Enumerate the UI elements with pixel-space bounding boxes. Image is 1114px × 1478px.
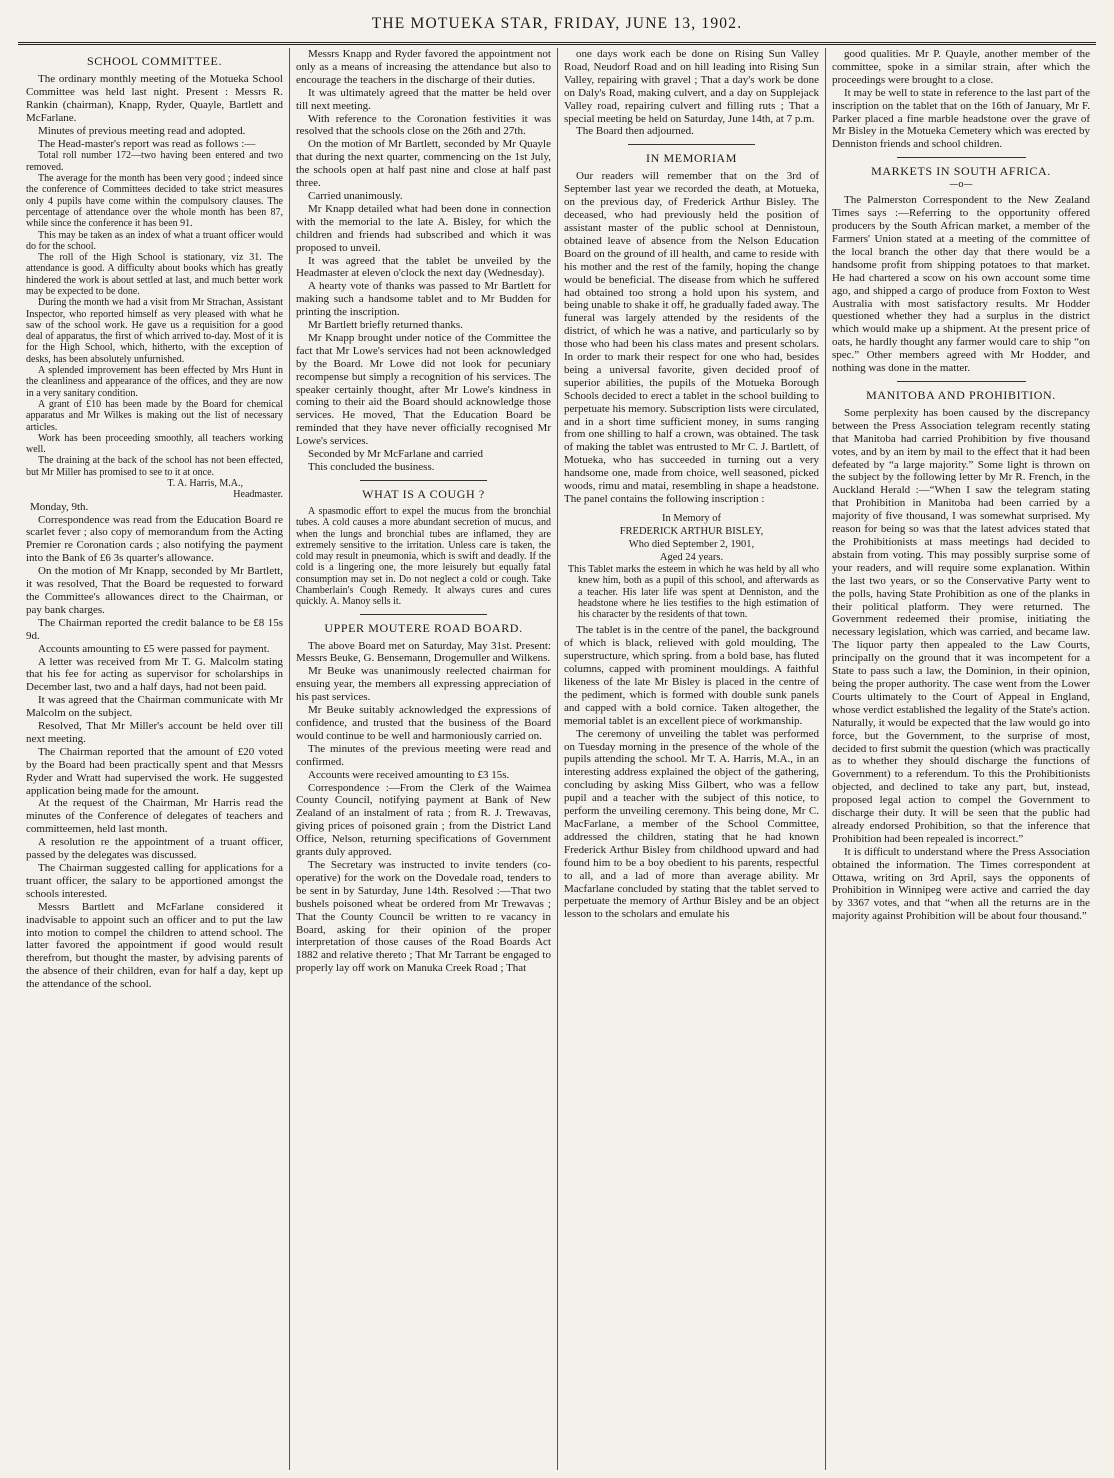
article-paragraph: It was agreed that the tablet be unveiled by the Headmaster at eleven o'clock the next day (Wednesday). (296, 254, 551, 280)
article-paragraph: Some perplexity has boen caused by the discrepancy between the Press Association telegram recently stating that Manitoba had carried Prohibition by five thousand votes, and by an item by mail to the effect that it had been defeated by “a large majority.” Some light is thrown on the subject by the following letter by Mr R. French, in the Auckland Herald :—“When I saw the telegram stating that Prohibition in Manitoba had been carried by a majority of five thousand, I was somewhat surprised. My reason for being so was that the latest advices stated that the Prohibitionists at mass meetings had decided to abstain from voting. This may possibly surprise some of your readers, and will require some explanation. Within the last two years, or so the Conservative Party went to the polls, having State Prohibition as one of the planks in their political platform. They were returned. The Government redeemed their promise, initiating the necessary legislation, which was carried, and became law. The liquor party then appealed to the Law Courts, principally on the ground that it was incompetent for a State to pass such a law, the Dominion, in their opinion, being the proper authority. The case went from the Lower Courts ultimately to the Court of Appeal in England, whose verdict established the legality of the State's action. Naturally, it would be expected that the law would go into force, but the Government, to the surprise of most, decided to first submit the question (which was practically as to whether they should discharge the functions of Government) to a referendum. To this the Prohibitionists objected, and declined to take any part, but, instead, proposed legal action to compel the Government to discharge their duty. It will be seen that the public had already endorsed Prohibition, so that the inference that Prohibition had been repealed is incorrect.” (832, 406, 1090, 845)
article-paragraph: The Chairman reported the credit balance to be £8 15s 9d. (26, 616, 283, 642)
article-paragraph: Mr Beuke suitably acknowledged the expressions of confidence, and trusted that the business of the Board would continue to be well and harmoniously carried on. (296, 704, 551, 742)
article-paragraph: Correspondence was read from the Education Board re scarlet fever ; also copy of memorandum from the Acting Premier re Coronation cards ; also notifying the payment into the Bank of £6 3s quarter's allowance. (26, 513, 283, 565)
cough-advertisement: A spasmodic effort to expel the mucus from the bronchial tubes. A cold causes a more abundant secretion of mucus, and when the lungs and bronchial tubes are inflamed, they are extremely sensitive to the irritation. Unless care is taken, the cold may result in pneumonia, which is swift and deadly. If the cold is a lingering one, the more leisurely but equally fatal consumption may set in. Do not neglect a cold or cough. Take Chamberlain's Cough Remedy. It always cures and cures quickly. A. Manoy sells it. (296, 505, 551, 608)
article-paragraph: On the motion of Mr Knapp, seconded by Mr Bartlett, it was resolved, That the Board be requested to forward the Committee's allowances direct to the Chairman, or pay bank charges. (26, 565, 283, 616)
article-paragraph: Accounts amounting to £5 were passed for payment. (38, 642, 270, 655)
article-paragraph: The Head-master's report was read as follows :— (38, 137, 256, 150)
article-paragraph: The Secretary was instructed to invite tenders (co-operative) for the work on the Dovedale road, tenders to be sent in by Saturday, June 14th. Resolved :—That two bushels poisoned wheat be ordered from Mr Trewavas ; That the County Council be written to re vacancy in Board, asking for their opinion of the proper interpretation of those causes of the Road Boards Act 1882 and relative thereto ; That Mr Tarrant be engaged to properly lay off work on Manuka Creek Road ; That (296, 858, 551, 975)
inscription-name: FREDERICK ARTHUR BISLEY, (619, 525, 764, 537)
column-2 (290, 48, 558, 1470)
report-paragraph: The average for the month has been very good ; indeed since the conference of Committees decided to take strict measures only 4 pupils have come within the compulsory clauses. The percentage of attendance over the whole month has been 87, while since the conference it has been 91. (26, 173, 283, 230)
article-paragraph: A letter was received from Mr T. G. Malcolm stating that his fee for acting as supervisor for scholarships in December last, two and a half days, had not been paid. (26, 655, 283, 694)
section-divider (897, 381, 1026, 382)
article-paragraph: Mr Bartlett briefly returned thanks. (308, 319, 463, 332)
road-board-heading: UPPER MOUTERE ROAD BOARD. (324, 620, 523, 635)
report-paragraph: Total roll number 172—two having been entered and two removed. (26, 150, 283, 173)
article-paragraph: This concluded the business. (308, 461, 435, 473)
section-divider (897, 157, 1026, 158)
article-paragraph: one days work each be done on Rising Sun Valley Road, Neudorf Road and on hill leading into Rising Sun Valley, repairing with gravel ; That a day's work be done on Daly's Road, making culvert, and a day on Supplejack Valley road, repairing culvert and filling ruts ; That a special meeting be held on Saturday, June 14th, at 7 p.m. (564, 48, 819, 125)
article-paragraph: At the request of the Chairman, Mr Harris read the minutes of the Conference of delegates of teachers and committeemen, held last month. (26, 797, 283, 836)
markets-heading: MARKETS IN SOUTH AFRICA. (871, 164, 1051, 179)
report-paragraph: The roll of the High School is stationary, viz 31. The attendance is good. A difficulty about books which has greatly hindered the work is about settled at last, and much better work may be expected to be done. (26, 252, 283, 297)
article-paragraph: Mr Beuke was unanimously reelected chairman for ensuing year, the members all expressing appreciation of his past services. (296, 665, 551, 704)
article-paragraph: With reference to the Coronation festivities it was resolved that the schools close on the 26th and 27th. (296, 112, 551, 138)
article-paragraph: The Chairman reported that the amount of £20 voted by the Board had been practically spent and that Messrs Ryder and Wratt had supervised the work. He suggested application being made for the amount. (26, 745, 283, 797)
article-paragraph: A hearty vote of thanks was passed to Mr Bartlett for making such a handsome tablet and to Mr Budden for printing the inscription. (296, 280, 551, 319)
article-paragraph: The Chairman suggested calling for applications for a truant officer, the salary to be apportioned amongst the schools interested. (26, 862, 283, 900)
report-signature: T. A. Harris, M.A., (167, 478, 243, 490)
article-paragraph: The ceremony of unveiling the tablet was performed on Tuesday morning in the presence of the whole of the pupils attending the school. Mr T. A. Harris, M.A., in an interesting address explained the object of the gathering, concluding by asking Miss Gilbert, who was a fellow pupil and a teacher with the subject of this notice, to perform the unveiling ceremony. This being done, Mr C. MacFarlane, a member of the School Committee, addressed the children, stating that he had known Frederick Arthur Bisley from childhood upward and had found him to be a boy obedient to his parents, respectful to all, and a lad of more than average ability. Mr Macfarlane concluded by stating that the tablet served to perpetuate the memory of Arthur Bisley and be an object lesson to the scholars and emulate his (564, 727, 819, 921)
article-paragraph: The tablet is in the centre of the panel, the background of which is black, relieved with gold moulding, The superstructure, which spring. from a bold base, has fluted columns, capped with prominent mouldings. A faithful likeness of the late Mr Bisley is placed in the centre of the pediment, which is formed with double sunk panels and capped with a bold cornice. Taken altogether, the memorial tablet is an excellent piece of workmanship. (564, 624, 819, 727)
report-paragraph: During the month we had a visit from Mr Strachan, Assistant Inspector, who reported himself as very pleased with what he saw of the school work. He gave us a requisition for a good deal of apparatus, the first of which arrived to-day. Most of it is for the High School, which, hitherto, with the exception of desks, has been absolutely unfurnished. (26, 297, 283, 365)
inscription-text: This Tablet marks the esteem in which he was held by all who knew him, both as a pupil of this school, and afterwards as a teacher. His later life was spent at Denniston, and the headstone where he lies testifies to the high estimation of his character by the residents of that town. (568, 563, 819, 621)
cough-heading: WHAT IS A COUGH ? (362, 486, 485, 501)
report-paragraph: This may be taken as an index of what a truant officer would do for the school. (26, 229, 283, 252)
column-4 (826, 48, 1096, 1470)
article-paragraph: The Palmerston Correspondent to the New Zealand Times says :—Referring to the opportunity offered producers by the South African market, a member of the Farmers' Union stated at a meeting of the committee of the local branch the other day that there would be a handsome profit from shipping potatoes to that market. He had chartered a scow on his own account some time ago, and shipped a cargo of produce from Foxton to West Australia with most satisfactory results. Mr Hodder questioned whether they had a surplus in the district which would make up a shipment. At the present price of oats, he hardly thought any farmer would care to ship “on spec.” Other members agreed with Mr Hodder, and nothing was done in the matter. (832, 194, 1090, 375)
article-paragraph: Correspondence :—From the Clerk of the Waimea County Council, notifying payment at Bank of New Zealand of an instalment of rata ; from R. J. Trewavas, giving prices of poisoned grain ; from the District Land Office, Nelson, returning specifications of Government grants duly approved. (296, 781, 551, 859)
report-paragraph: Work has been proceeding smoothly, all teachers working well. (26, 432, 283, 456)
report-paragraph: A grant of £10 has been made by the Board for chemical apparatus and Mr Wilkes is making out the list of necessary articles. (26, 398, 283, 433)
column-1 (20, 48, 290, 1470)
report-signature-title: Headmaster. (233, 489, 283, 501)
article-paragraph: Mr Knapp brought under notice of the Committee the fact that Mr Lowe's services had not been acknowledged by the Board. Mr Lowe did not look for pecuniary recompense but simply a recognition of his services. The speaker certainly thought, after Mr Lowe's kindness in coming to their aid the Board should acknowledge those services. He moved, That the Education Board be reminded that they have never officially recognised Mr Lowe's services. (296, 331, 551, 448)
inscription-line: Who died September 2, 1901, (628, 538, 755, 550)
article-paragraph: Accounts were received amounting to £3 15s. (308, 768, 510, 781)
article-paragraph: Mr Knapp detailed what had been done in connection with the memorial to the late A. Bisley, for which the children and friends had subscribed and which it was proposed to unveil. (296, 202, 551, 254)
masthead-title: THE MOTUEKA STAR, FRIDAY, JUNE 13, 1902. (371, 15, 743, 32)
article-paragraph: good qualities. Mr P. Quayle, another member of the committee, spoke in a similar strain, after which the proceedings were brought to a close. (832, 48, 1090, 86)
article-paragraph: A resolution re the appointment of a truant officer, passed by the delegates was discussed. (26, 836, 283, 862)
memoriam-heading: IN MEMORIAM (646, 151, 737, 166)
column-3 (558, 48, 826, 1470)
report-paragraph: A splended improvement has been effected by Mrs Hunt in the cleanliness and appearance of the offices, and they are now in a very sanitary condition. (26, 365, 283, 399)
report-date: Monday, 9th. (30, 500, 89, 513)
article-paragraph: The ordinary monthly meeting of the Motueka School Committee was held last night. Present : Messrs R. Rankin (chairman), Knapp, Ryder, Quayle, Bartlett and McFarlane. (26, 73, 283, 124)
article-paragraph: Resolved, That Mr Miller's account be held over till next meeting. (26, 720, 283, 745)
school-committee-heading: SCHOOL COMMITTEE. (86, 54, 223, 68)
article-paragraph: Minutes of previous meeting read and adopted. (38, 124, 246, 137)
inscription-line: In Memory of (662, 512, 721, 524)
inscription-line: Aged 24 years. (659, 551, 724, 563)
article-paragraph: The above Board met on Saturday, May 31st. Present: Messrs Beuke, G. Bensemann, Drogemuller and Wilkens. (296, 639, 551, 665)
section-divider (360, 614, 488, 615)
article-paragraph: Seconded by Mr McFarlane and carried (308, 448, 484, 461)
ornament-divider: —o— (949, 180, 973, 191)
article-paragraph: The Board then adjourned. (576, 125, 694, 138)
article-paragraph: It was ultimately agreed that the matter be held over till next meeting. (296, 86, 551, 112)
article-paragraph: Carried unanimously. (308, 189, 403, 202)
masthead (18, 8, 1096, 45)
article-paragraph: Messrs Bartlett and McFarlane considered it inadvisable to appoint such an officer and to put the law into motion to compel the children to attend school. The latter favored the appointment if good would result therefrom, but thought the master, by advising parents of the absence of their children, evan for half a day, kept up the attendance of the school. (26, 900, 283, 991)
section-divider (360, 480, 488, 481)
article-paragraph: It was agreed that the Chairman communicate with Mr Malcolm on the subject. (26, 694, 283, 720)
manitoba-heading: MANITOBA AND PROHIBITION. (866, 387, 1056, 402)
article-paragraph: Messrs Knapp and Ryder favored the appointment not only as a means of increasing the attendance but also to encourage the teachers in the discharge of their duties. (296, 48, 551, 86)
section-divider (628, 144, 756, 145)
newspaper-columns (20, 48, 1096, 1470)
article-paragraph: It may be well to state in reference to the last part of the inscription on the tablet that on the 16th of January, Mr F. Parker placed a fine marble headstone over the grave of Mr Bisley in the Motueka Cemetery which was erected by Denniston friends and school children. (832, 86, 1090, 151)
report-paragraph: The draining at the back of the school has not been effected, but Mr Miller has promised to see to it at once. (26, 455, 283, 478)
article-paragraph: It is difficult to understand where the Press Association obtained the information. The Times correspondent at Ottawa, writing on 3rd April, says the opponents of Prohibition in Winnipeg were active and carried the day by 3367 votes, and that “when all the returns are in the majority against Prohibition will be about four thousand.” (832, 845, 1090, 923)
article-paragraph: The minutes of the previous meeting were read and confirmed. (296, 742, 551, 768)
article-paragraph: Our readers will remember that on the 3rd of September last year we recorded the death, at Motueka, on the previous day, of Frederick Arthur Bisley. The deceased, who had previously held the position of assistant master of the public school at Dennistoun, obtained leave of absence from the Nelson Education Board on the ground of ill health, and came to reside with his mother and the rest of the family, hoping the change would be beneficial. The disease from which he suffered had obtained too strong a hold upon his system, and being unable to shake it off, he gradually faded away. The funeral was largely attended by the residents of the district, of which he was a native, and particularly so by those who had been his class mates and present scholars. In order to mark their respect for one who had, besides being a universal favorite, given decided proof of superior abilities, the pupils of the Motueka Borough Schools decided to erect a tablet in the school building to perpetuate his memory. Subscription lists were circulated, and in a short time sufficient money, in sums ranging from one shilling to half a crown, was obtained. The task of making the tablet was entrusted to Mr C. J. Bartlett, of Motueka, who has succeeded in turning out a very handsome one, made from choice, well seasoned, picked woods, rimu and matai, resembling in shape a headstone. The panel contains the following inscription : (564, 170, 819, 505)
article-paragraph: On the motion of Mr Bartlett, seconded by Mr Quayle that during the next quarter, commencing on the 1st July, the schools open at half past nine and close at half past three. (296, 138, 551, 190)
